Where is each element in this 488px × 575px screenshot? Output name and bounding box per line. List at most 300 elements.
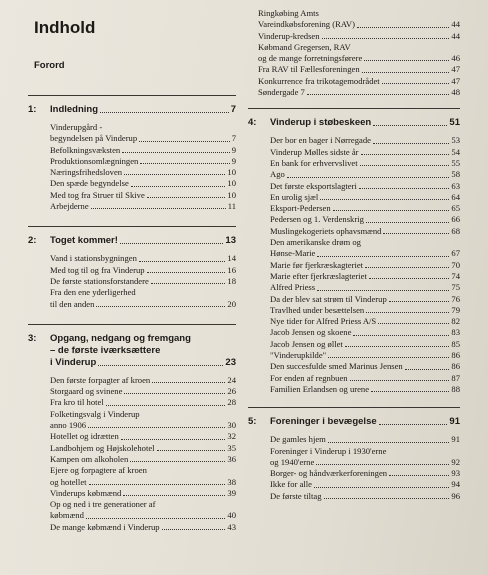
chapter-title	[270, 416, 460, 428]
chapter-entries	[28, 375, 236, 533]
page-number: 7	[230, 104, 236, 115]
page-number: 65	[451, 203, 460, 214]
dot-leader	[362, 72, 450, 73]
entry-text: Ejere og forpagtere af kroen	[50, 465, 147, 476]
toc-line	[50, 178, 236, 189]
entry-text: Vareindkøbsforening (RAV)	[258, 19, 355, 30]
dot-leader	[317, 290, 449, 291]
toc-entry	[248, 8, 460, 31]
dot-leader	[147, 272, 226, 273]
page-number: 7	[231, 133, 236, 144]
toc-entry	[248, 214, 460, 225]
toc-line	[270, 147, 460, 158]
toc-entry	[28, 397, 236, 408]
dot-leader	[361, 154, 450, 155]
toc-entry	[28, 522, 236, 533]
toc-entry	[248, 271, 460, 282]
entry-text: Toget kommer!	[50, 235, 118, 247]
page-number: 55	[451, 157, 460, 168]
toc-line	[270, 203, 460, 214]
dot-leader	[106, 405, 226, 406]
entry-text: Vinderups købmænd	[50, 487, 122, 498]
dot-leader	[91, 208, 226, 209]
entry-text: og 1940'erne	[270, 456, 315, 467]
page-number: 94	[451, 479, 460, 490]
toc-line	[50, 333, 236, 345]
toc-line	[270, 192, 460, 203]
toc-entry	[28, 454, 236, 465]
page-number: 54	[451, 146, 460, 157]
toc-entry	[28, 409, 236, 432]
toc-entry	[28, 253, 236, 264]
toc-line	[270, 271, 460, 282]
chapter-title	[50, 235, 236, 247]
toc-line	[50, 156, 236, 167]
dot-leader	[152, 382, 225, 383]
toc-line	[50, 357, 236, 369]
toc-line	[50, 409, 236, 420]
entry-text: Den første forpagter af kroen	[50, 374, 151, 385]
dot-leader	[328, 442, 450, 443]
chapter-title	[50, 104, 236, 116]
toc-entry	[248, 373, 460, 384]
entry-text: Den amerikanske drøm og	[270, 237, 361, 248]
page-number: 91	[449, 416, 460, 428]
entry-text: De første stationsforstandere	[50, 275, 149, 286]
entry-text: Foreninger i bevægelse	[270, 416, 377, 428]
page-number: 43	[227, 521, 236, 532]
toc-line	[270, 479, 460, 490]
dot-leader	[307, 94, 450, 95]
toc-entry	[28, 145, 236, 156]
dot-leader	[369, 278, 450, 279]
toc-line	[50, 190, 236, 201]
page-number: 38	[227, 476, 236, 487]
toc-entry	[248, 147, 460, 158]
dot-leader	[98, 365, 223, 366]
entry-text: Der bor en bager i Nørregade	[270, 135, 371, 146]
chapter-entries	[248, 135, 460, 395]
dot-leader	[378, 323, 449, 324]
toc-entry	[28, 276, 236, 287]
chapter-heading	[248, 117, 460, 129]
dot-leader	[379, 424, 448, 425]
dot-leader	[366, 312, 449, 313]
entry-text: Travlhed under besættelsen	[270, 304, 365, 315]
entry-text: Ago	[270, 169, 285, 180]
page-number: 47	[451, 64, 460, 75]
toc-entry	[248, 42, 460, 65]
page-number: 70	[451, 259, 460, 270]
entry-text: De gamles hjem	[270, 434, 326, 445]
toc-line	[50, 133, 236, 144]
entry-text: Foreninger i Vinderup i 1930'erne	[270, 445, 387, 456]
dot-leader	[316, 464, 449, 465]
left-chapter-list	[28, 95, 236, 533]
entry-text: Borger- og håndværkerforeningen	[270, 468, 388, 479]
chapter-rule	[248, 407, 460, 408]
toc-line	[270, 384, 460, 395]
dot-leader	[382, 83, 450, 84]
toc-entry	[248, 158, 460, 169]
toc-line	[270, 373, 460, 384]
page-number: 28	[227, 397, 236, 408]
dot-leader	[140, 163, 229, 164]
toc-line	[258, 31, 460, 42]
dot-leader	[287, 177, 450, 178]
chapter-heading	[28, 104, 236, 116]
page-number: 14	[227, 253, 236, 264]
toc-line	[50, 276, 236, 287]
page-number: 74	[451, 270, 460, 281]
chapter-number: 1:	[28, 104, 37, 115]
toc-entry	[248, 479, 460, 490]
entry-text: Opgang, nedgang og fremgang	[50, 332, 191, 344]
dot-leader	[365, 267, 449, 268]
dot-leader	[383, 233, 449, 234]
entry-text: Søndergade 7	[258, 87, 305, 98]
toc-line	[50, 167, 236, 178]
entry-text: Folketingsvalg i Vinderup	[50, 408, 140, 419]
entry-text: Eksport-Pedersen	[270, 203, 331, 214]
page-number: 44	[451, 30, 460, 41]
dot-leader	[320, 199, 449, 200]
page-number: 51	[449, 117, 460, 129]
page-number: 36	[227, 453, 236, 464]
chapter-title	[270, 117, 460, 129]
dot-leader	[147, 197, 226, 198]
toc-line	[270, 117, 460, 129]
entry-text: Vinderupgård -	[50, 122, 103, 132]
dot-leader	[405, 369, 450, 370]
toc-line	[50, 510, 236, 521]
entry-text: Befolkningsvæksten	[50, 144, 121, 155]
entry-text: Vinderup-kredsen	[258, 30, 320, 41]
toc-line	[50, 345, 236, 357]
dot-leader	[389, 301, 450, 302]
toc-line	[270, 339, 460, 350]
entry-text: Indledning	[50, 104, 99, 115]
toc-entry	[248, 237, 460, 260]
dot-leader	[389, 475, 449, 476]
toc-entry	[248, 282, 460, 293]
toc-line	[50, 488, 236, 499]
page-number: 85	[451, 338, 460, 349]
page-number: 48	[451, 87, 460, 98]
toc-entry	[28, 499, 236, 522]
dot-leader	[371, 391, 449, 392]
toc-line	[270, 237, 460, 248]
dot-leader	[357, 27, 449, 28]
entry-text: Hotellet og idrætten	[50, 431, 119, 442]
page-number: 18	[227, 275, 236, 286]
page-number: 10	[227, 178, 236, 189]
toc-entry	[248, 87, 460, 98]
toc-entry	[248, 434, 460, 445]
toc-line	[50, 375, 236, 386]
toc-entry	[28, 167, 236, 178]
entry-text: i Vinderup	[50, 356, 97, 368]
chapter-block	[28, 324, 236, 533]
toc-line	[270, 294, 460, 305]
toc-entry	[248, 135, 460, 146]
page-number: 83	[451, 327, 460, 338]
entry-text: Nye tider for Alfred Priess A/S	[270, 316, 377, 327]
toc-entry	[248, 76, 460, 87]
toc-line	[270, 491, 460, 502]
toc-entry	[28, 488, 236, 499]
page-number: 13	[225, 235, 236, 247]
dot-leader	[86, 518, 226, 519]
toc-line	[50, 522, 236, 533]
entry-text: De mange købmænd i Vinderup	[50, 521, 160, 532]
right-column	[248, 0, 460, 502]
entry-text: Det første eksportslagteri	[270, 180, 357, 191]
page-number: 63	[451, 180, 460, 191]
toc-entry	[248, 31, 460, 42]
entry-text: "Vinderupkilde"	[270, 350, 327, 361]
page-number: 24	[227, 374, 236, 385]
chapter-rule	[28, 226, 236, 227]
toc-line	[270, 305, 460, 316]
page-number: 66	[451, 214, 460, 225]
toc-entry	[248, 468, 460, 479]
page-number: 44	[451, 19, 460, 30]
entry-text: og hotellet	[50, 476, 87, 487]
page-number: 9	[231, 155, 236, 166]
chapter-block	[248, 407, 460, 502]
toc-entry	[248, 384, 460, 395]
dot-leader	[314, 487, 449, 488]
chapter-number: 4:	[248, 117, 257, 129]
toc-entry	[28, 122, 236, 145]
dot-leader	[324, 498, 450, 499]
dot-leader	[89, 484, 226, 485]
entry-text: Den succesfulde smed Marinus Jensen	[270, 361, 403, 372]
toc-entry	[248, 361, 460, 372]
dot-leader	[366, 222, 450, 223]
page-number: 76	[451, 293, 460, 304]
toc-line	[270, 327, 460, 338]
entry-text: til den anden	[50, 298, 95, 309]
dot-leader	[151, 283, 226, 284]
toc-line	[50, 465, 236, 476]
toc-line	[270, 457, 460, 468]
toc-entry	[248, 203, 460, 214]
page-number: 91	[451, 434, 460, 445]
toc-entry	[28, 178, 236, 189]
entry-text: Købmand Gregersen, RAV	[258, 41, 351, 52]
entry-text: De første tiltag	[270, 490, 322, 501]
entry-text: Pedersen og 1. Verdenskrig	[270, 214, 364, 225]
toc-line	[270, 135, 460, 146]
dot-leader	[359, 188, 450, 189]
page-number: 82	[451, 316, 460, 327]
page-number: 26	[227, 386, 236, 397]
toc-line	[270, 226, 460, 237]
page-number: 9	[231, 144, 236, 155]
entry-text: Jacob Jensen og øllet	[270, 338, 343, 349]
page-number: 75	[451, 282, 460, 293]
page-number: 87	[451, 372, 460, 383]
toc-line	[50, 386, 236, 397]
toc-line	[270, 158, 460, 169]
dot-leader	[317, 256, 449, 257]
toc-entry	[248, 226, 460, 237]
dot-leader	[124, 393, 225, 394]
entry-text: og de mange forretningsførere	[258, 53, 363, 64]
toc-entry	[248, 350, 460, 361]
chapter-number: 5:	[248, 416, 257, 428]
chapter-entries	[28, 122, 236, 212]
entry-text: Fra kro til hotel	[50, 397, 104, 408]
dot-leader	[360, 165, 450, 166]
toc-line	[258, 8, 460, 19]
toc-line	[50, 104, 236, 116]
dot-leader	[373, 143, 449, 144]
dot-leader	[139, 261, 226, 262]
continued-entries	[248, 8, 460, 98]
entry-text: Op og ned i tre generationer af	[50, 499, 156, 510]
page-title: Indhold	[34, 18, 96, 37]
page-number: 92	[451, 456, 460, 467]
dot-leader	[96, 306, 225, 307]
entry-text: For enden af regnbuen	[270, 372, 348, 383]
toc-entry	[248, 260, 460, 271]
right-chapter-list	[248, 108, 460, 502]
toc-line	[50, 499, 236, 510]
entry-text: – de første iværksættere	[50, 344, 161, 356]
toc-entry	[248, 316, 460, 327]
toc-line	[258, 53, 460, 64]
dot-leader	[124, 174, 225, 175]
toc-line	[270, 468, 460, 479]
dot-leader	[364, 60, 449, 61]
page-number: 93	[451, 468, 460, 479]
entry-text: Næringsfrihedsloven	[50, 167, 123, 178]
forord-heading: Forord	[34, 60, 65, 71]
entry-text: Kampen om alkoholen	[50, 453, 129, 464]
toc-line	[258, 76, 460, 87]
toc-entry	[28, 375, 236, 386]
toc-line	[258, 42, 460, 53]
toc-line	[270, 446, 460, 457]
toc-entry	[28, 156, 236, 167]
page-number: 67	[451, 248, 460, 259]
entry-text: Familien Erlandsen og urene	[270, 383, 370, 394]
toc-line	[258, 19, 460, 30]
dot-leader	[88, 427, 225, 428]
entry-text: Muslingekogeriets ophavsmænd	[270, 225, 382, 236]
entry-text: Jacob Jensen og skoene	[270, 327, 352, 338]
toc-entry	[28, 265, 236, 276]
page-number: 96	[451, 490, 460, 501]
toc-entry	[28, 190, 236, 201]
entry-text: Konkurrence fra trikotagemodrådet	[258, 75, 380, 86]
chapter-rule	[28, 324, 236, 325]
toc-line	[270, 350, 460, 361]
page-number: 86	[451, 350, 460, 361]
toc-entry	[28, 431, 236, 442]
dot-leader	[373, 125, 447, 126]
toc-entry	[248, 305, 460, 316]
page-number: 86	[451, 361, 460, 372]
page-number: 46	[451, 53, 460, 64]
dot-leader	[350, 380, 450, 381]
toc-line	[270, 416, 460, 428]
chapter-heading	[28, 333, 236, 369]
toc-line	[270, 248, 460, 259]
entry-text: Da der blev sat strøm til Vinderup	[270, 293, 387, 304]
dot-leader	[333, 210, 450, 211]
entry-text: Den spæde begyndelse	[50, 178, 129, 189]
toc-entry	[248, 446, 460, 469]
page-number: 88	[451, 383, 460, 394]
page-number: 10	[227, 189, 236, 200]
toc-line	[270, 316, 460, 327]
page-number: 10	[227, 167, 236, 178]
toc-line	[270, 260, 460, 271]
toc-entry	[248, 169, 460, 180]
toc-line	[50, 265, 236, 276]
chapter-title	[50, 333, 236, 369]
dot-leader	[131, 186, 226, 187]
toc-line	[50, 397, 236, 408]
dot-leader	[322, 38, 450, 39]
page-number: 53	[451, 135, 460, 146]
toc-entry	[28, 201, 236, 212]
toc-entry	[248, 339, 460, 350]
toc-line	[50, 454, 236, 465]
toc-line	[50, 443, 236, 454]
entry-text: Ikke for alle	[270, 479, 312, 490]
dot-leader	[139, 141, 230, 142]
page-number: 16	[227, 264, 236, 275]
toc-line	[258, 64, 460, 75]
toc-line	[270, 214, 460, 225]
dot-leader	[353, 335, 449, 336]
entry-text: købmænd	[50, 510, 84, 521]
toc-line	[258, 87, 460, 98]
entry-text: Produktionsomlægningen	[50, 155, 139, 166]
chapter-block	[28, 95, 236, 212]
toc-line	[50, 122, 236, 133]
entry-text: Arbejderne	[50, 201, 89, 212]
dot-leader	[100, 112, 229, 113]
chapter-block	[248, 108, 460, 395]
toc-line	[50, 145, 236, 156]
toc-entry	[248, 294, 460, 305]
toc-line	[270, 282, 460, 293]
toc-line	[270, 361, 460, 372]
entry-text: Marie før fjerkræskagteriet	[270, 259, 364, 270]
entry-text: Med tog til og fra Vinderup	[50, 264, 145, 275]
toc-line	[50, 235, 236, 247]
entry-text: Vinderup i støbeskeen	[270, 117, 372, 129]
chapter-heading	[28, 235, 236, 247]
entry-text: Storgaard og svinene	[50, 386, 123, 397]
toc-entry	[248, 327, 460, 338]
page-number: 39	[227, 487, 236, 498]
chapter-heading	[248, 416, 460, 428]
entry-text: Hønse-Marie	[270, 248, 316, 259]
entry-text: Marie efter fjerkræslagteriet	[270, 270, 367, 281]
toc-entry	[248, 64, 460, 75]
dot-leader	[328, 357, 449, 358]
entry-text: Ringkøbing Amts	[258, 8, 319, 18]
toc-line	[270, 434, 460, 445]
page-number: 30	[227, 420, 236, 431]
